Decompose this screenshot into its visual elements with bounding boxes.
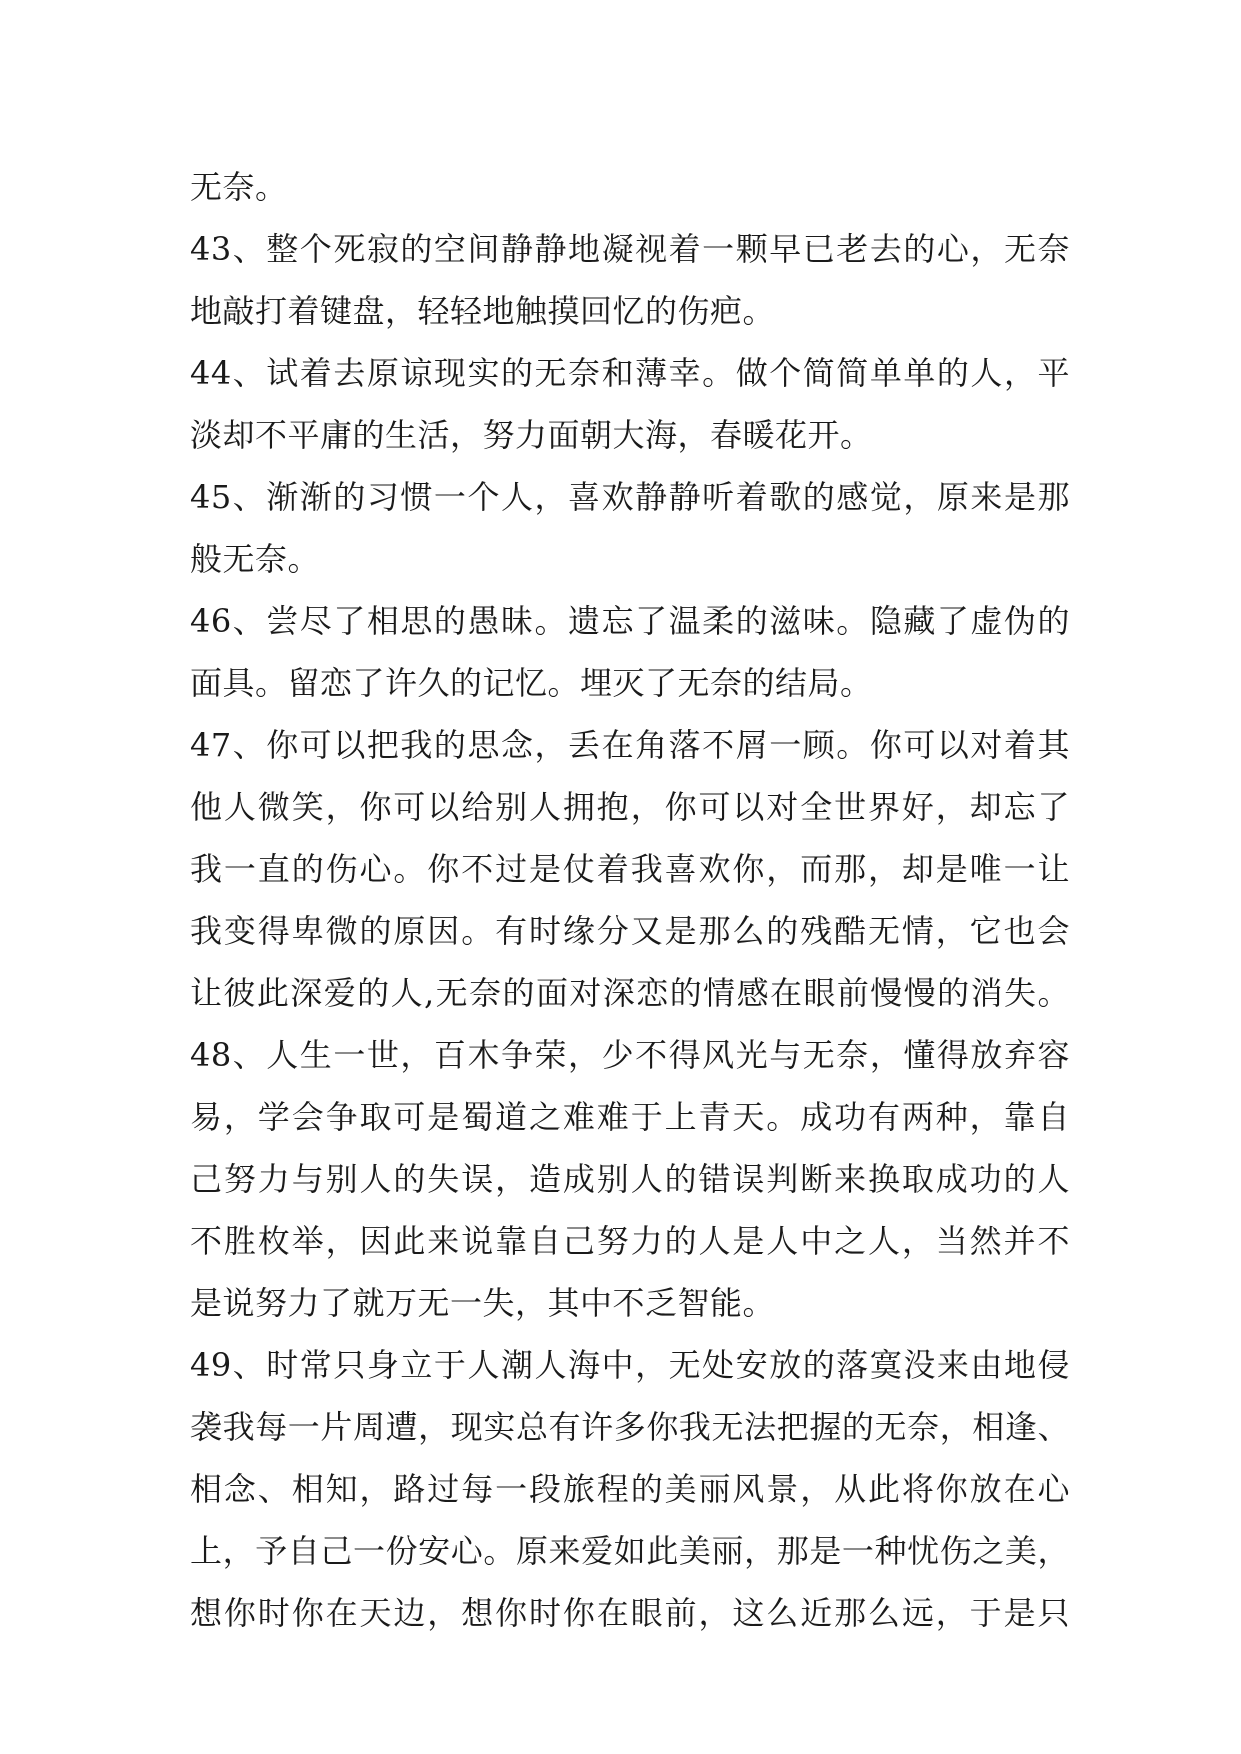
text-line: 地敲打着键盘，轻轻地触摸回忆的伤疤。 [190, 292, 776, 330]
text-line: 让彼此深爱的人,无奈的面对深恋的情感在眼前慢慢的消失。 [190, 974, 1070, 1012]
text-line: 49、时常只身立于人潮人海中，无处安放的落寞没来由地侵 [190, 1346, 1070, 1384]
text-line: 想你时你在天边，想你时你在眼前，这么近那么远，于是只 [190, 1594, 1070, 1632]
text-line: 淡却不平庸的生活，努力面朝大海，春暖花开。 [190, 416, 873, 454]
text-line: 43、整个死寂的空间静静地凝视着一颗早已老去的心，无奈 [190, 230, 1070, 268]
text-line: 我一直的伤心。你不过是仗着我喜欢你，而那，却是唯一让 [190, 850, 1070, 888]
text-line: 易，学会争取可是蜀道之难难于上青天。成功有两种，靠自 [190, 1098, 1070, 1136]
text-line: 不胜枚举，因此来说靠自己努力的人是人中之人，当然并不 [190, 1222, 1070, 1260]
document-body [190, 156, 1070, 1644]
text-line: 己努力与别人的失误，造成别人的错误判断来换取成功的人 [190, 1160, 1070, 1198]
text-line: 面具。留恋了许久的记忆。埋灭了无奈的结局。 [190, 664, 873, 702]
text-line: 上，予自己一份安心。原来爱如此美丽，那是一种忧伤之美， [190, 1532, 1070, 1570]
text-line: 袭我每一片周遭，现实总有许多你我无法把握的无奈，相逢、 [190, 1408, 1070, 1446]
text-line: 般无奈。 [190, 540, 321, 578]
text-line: 我变得卑微的原因。有时缘分又是那么的残酷无情，它也会 [190, 912, 1070, 950]
text-line: 48、人生一世，百木争荣，少不得风光与无奈，懂得放弃容 [190, 1036, 1070, 1074]
text-line: 他人微笑，你可以给别人拥抱，你可以对全世界好，却忘了 [190, 788, 1070, 826]
text-line: 44、试着去原谅现实的无奈和薄幸。做个简简单单的人，平 [190, 354, 1070, 392]
text-line: 46、尝尽了相思的愚昧。遗忘了温柔的滋味。隐藏了虚伪的 [190, 602, 1070, 640]
text-line: 是说努力了就万无一失，其中不乏智能。 [190, 1284, 776, 1322]
text-line: 47、你可以把我的思念，丢在角落不屑一顾。你可以对着其 [190, 726, 1070, 764]
text-line: 45、渐渐的习惯一个人，喜欢静静听着歌的感觉，原来是那 [190, 478, 1070, 516]
text-line: 无奈。 [190, 168, 288, 206]
text-line: 相念、相知，路过每一段旅程的美丽风景，从此将你放在心 [190, 1470, 1070, 1508]
